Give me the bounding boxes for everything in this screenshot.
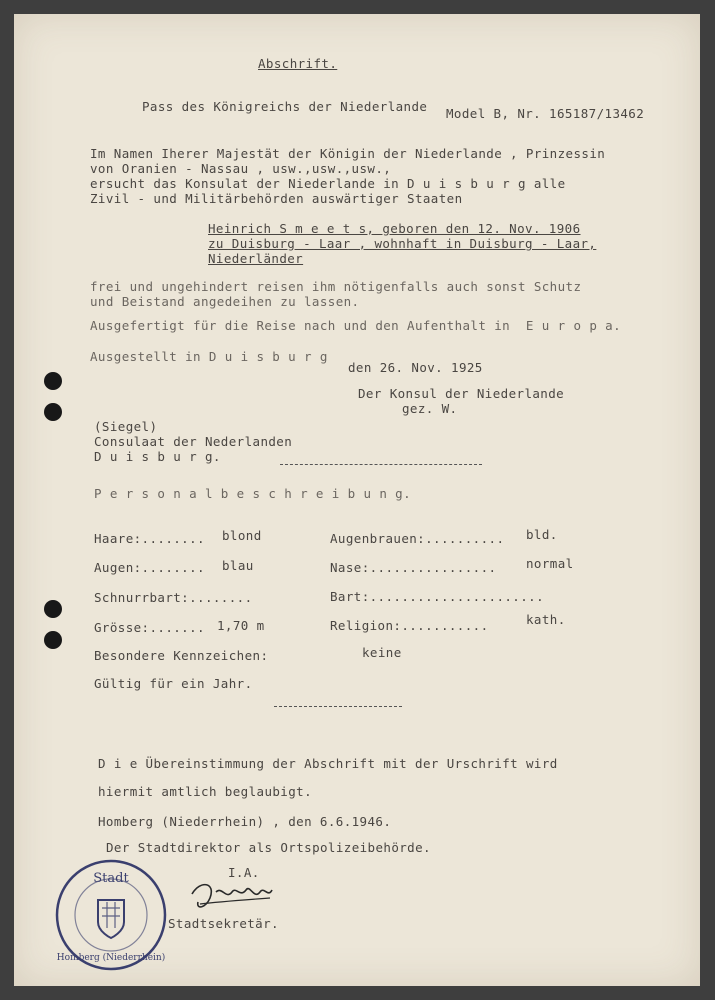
cert-place-date: Homberg (Niederrhein) , den 6.6.1946. xyxy=(98,814,392,829)
divider xyxy=(280,464,482,465)
body-line: ersucht das Konsulat der Niederlande in D u i s b u r g alle xyxy=(90,176,566,191)
consul-signature: gez. W. xyxy=(402,401,458,416)
desc-label: Grösse:....... xyxy=(94,620,205,635)
city-seal-stamp xyxy=(52,856,170,974)
stamp-top-text: Stadt xyxy=(93,871,129,886)
punch-hole xyxy=(44,372,62,390)
desc-value: 1,70 m xyxy=(217,618,265,633)
issued-in: Ausgestellt in D u i s b u r g xyxy=(90,349,328,364)
model-number: Model B, Nr. 165187/13462 xyxy=(446,106,645,121)
cert-role: Stadtsekretär. xyxy=(168,916,279,931)
desc-label: Augen:........ xyxy=(94,560,205,575)
seal-line: (Siegel) xyxy=(94,419,158,434)
description-heading: P e r s o n a l b e s c h r e i b u n g. xyxy=(94,486,412,501)
desc-value: bld. xyxy=(526,527,558,542)
desc-label: Augenbrauen:.......... xyxy=(330,531,505,546)
seal-line: Consulaat der Nederlanden xyxy=(94,434,293,449)
punch-hole xyxy=(44,631,62,649)
cert-line: hiermit amtlich beglaubigt. xyxy=(98,784,312,799)
validity: Gültig für ein Jahr. xyxy=(94,676,253,691)
request-line: und Beistand angedeihen zu lassen. xyxy=(90,294,360,309)
divider xyxy=(274,706,402,707)
seal-line: D u i s b u r g. xyxy=(94,449,221,464)
body-line: von Oranien - Nassau , usw.,usw.,usw., xyxy=(90,161,392,176)
body-line: Zivil - und Militärbehörden auswärtiger Staaten xyxy=(90,191,463,206)
desc-label: Bart:...................... xyxy=(330,589,544,604)
handwritten-signature xyxy=(186,872,278,918)
doc-title: Abschrift. xyxy=(258,56,338,71)
punch-hole xyxy=(44,600,62,618)
desc-value: blau xyxy=(222,558,254,573)
issued-date: den 26. Nov. 1925 xyxy=(348,360,483,375)
request-line: frei und ungehindert reisen ihm nötigenfalls auch sonst Schutz xyxy=(90,279,582,294)
person-line: Niederländer xyxy=(208,251,304,266)
punch-hole xyxy=(44,403,62,421)
issued-for: Ausgefertigt für die Reise nach und den Aufenthalt in E u r o p a. xyxy=(90,318,622,333)
person-line: zu Duisburg - Laar , wohnhaft in Duisburg - Laar, xyxy=(208,236,597,251)
desc-value: keine xyxy=(362,645,402,660)
desc-label: Haare:........ xyxy=(94,531,205,546)
desc-label: Schnurrbart:........ xyxy=(94,590,253,605)
person-line: Heinrich S m e e t s, geboren den 12. Nov. 1906 xyxy=(208,221,581,236)
document-page xyxy=(14,14,700,986)
stamp-bottom-text: Homberg (Niederrhein) xyxy=(56,953,166,963)
cert-line: D i e Übereinstimmung der Abschrift mit der Urschrift wird xyxy=(98,756,558,771)
desc-value: kath. xyxy=(526,612,566,627)
cert-ia: I.A. xyxy=(228,865,260,880)
consul-title: Der Konsul der Niederlande xyxy=(358,386,565,401)
desc-label: Nase:................ xyxy=(330,560,497,575)
desc-label: Religion:........... xyxy=(330,618,489,633)
cert-authority: Der Stadtdirektor als Ortspolizeibehörde. xyxy=(106,840,431,855)
doc-subtitle: Pass des Königreichs der Niederlande xyxy=(142,99,428,114)
body-line: Im Namen Iherer Majestät der Königin der Niederlande , Prinzessin xyxy=(90,146,606,161)
desc-value: normal xyxy=(526,556,574,571)
desc-label: Besondere Kennzeichen: xyxy=(94,648,269,663)
desc-value: blond xyxy=(222,528,262,543)
